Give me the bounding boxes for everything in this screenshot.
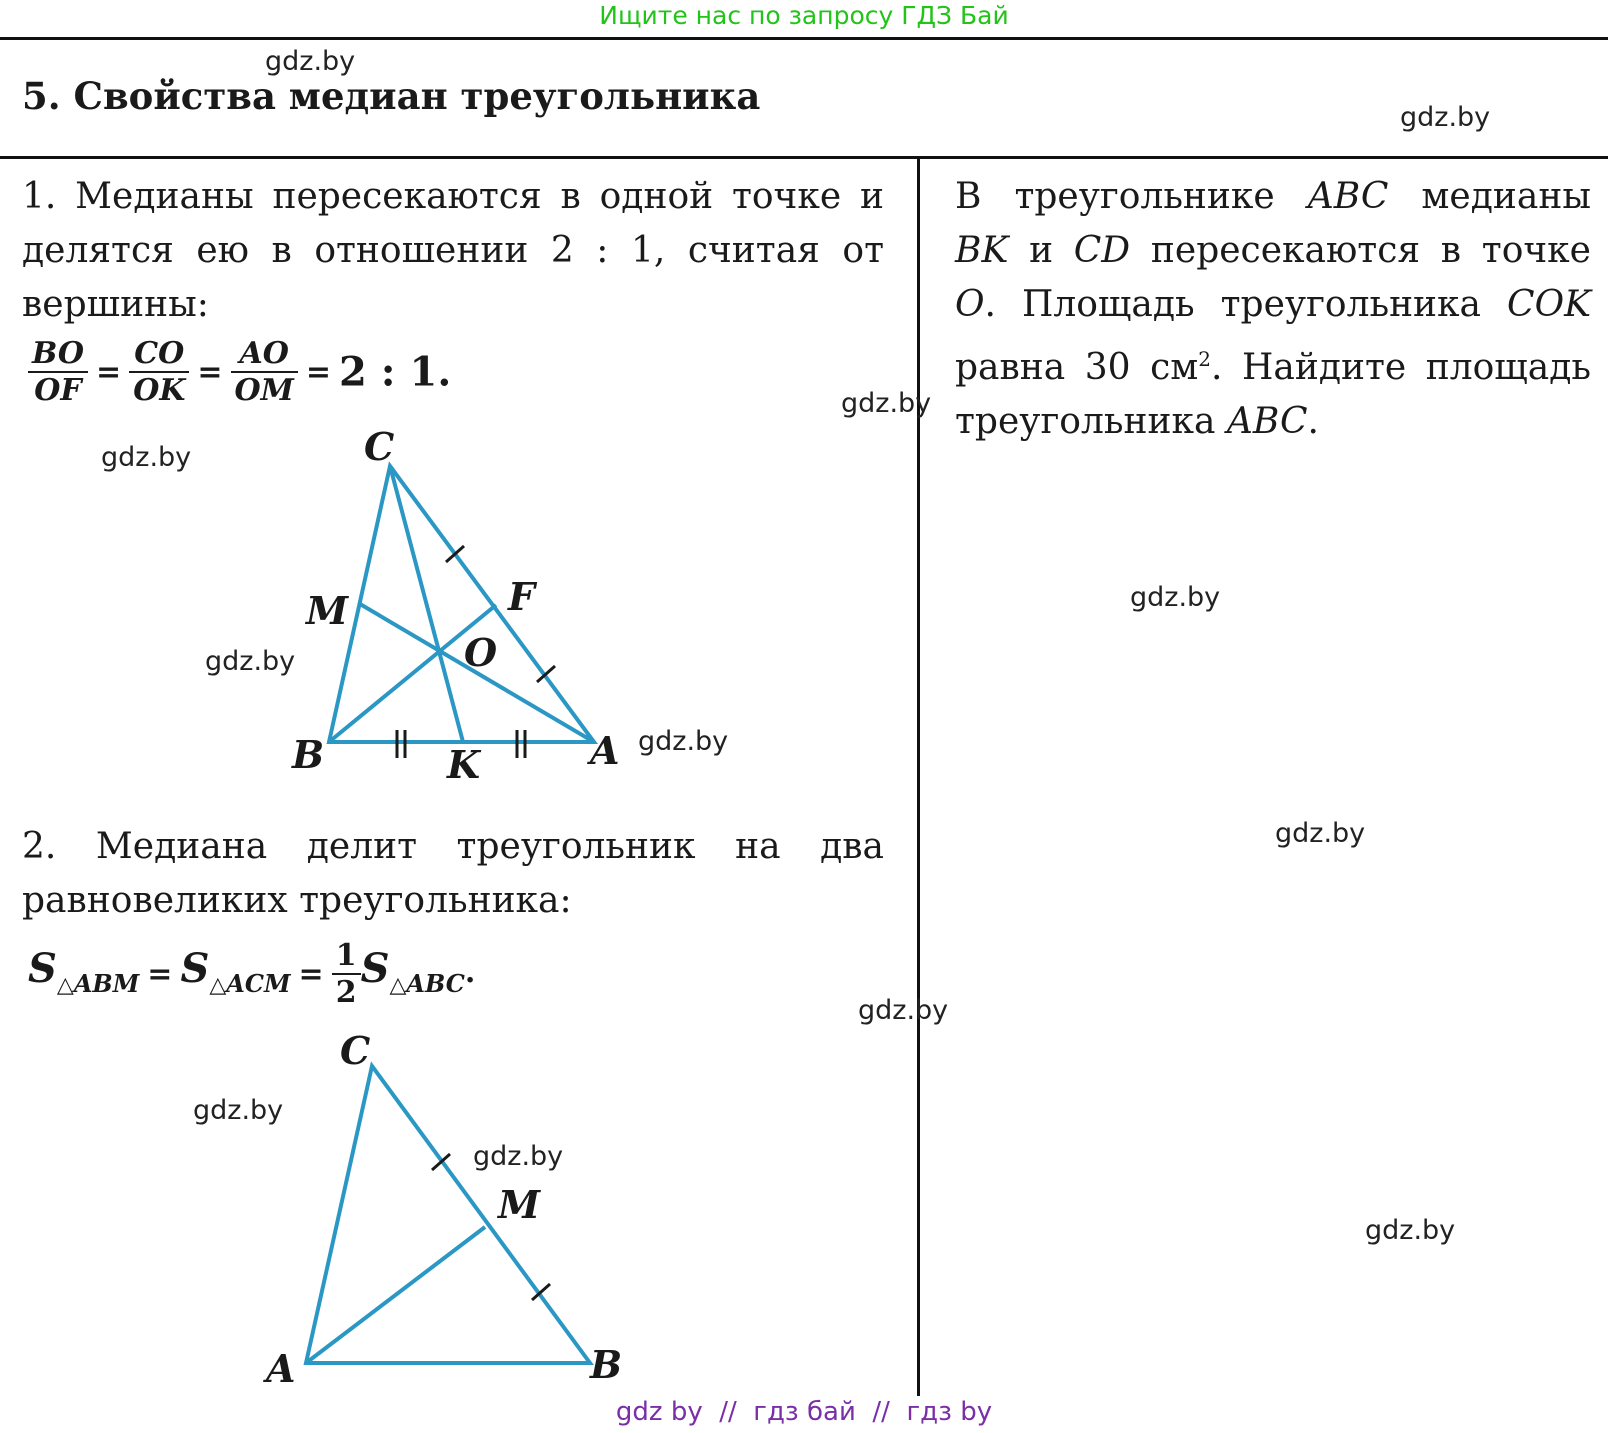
- watermark: gdz.by: [841, 388, 932, 419]
- label-M-2: M: [498, 1182, 541, 1227]
- watermark: gdz.by: [193, 1095, 284, 1126]
- watermark: gdz.by: [1400, 102, 1491, 133]
- figure-2-lines: [306, 1066, 590, 1363]
- label-C: C: [364, 424, 395, 469]
- watermark: gdz.by: [473, 1141, 564, 1172]
- watermark: gdz.by: [1130, 582, 1221, 613]
- watermark: gdz.by: [858, 995, 949, 1026]
- medians-triangle-figure: [0, 0, 917, 800]
- label-A: A: [590, 728, 620, 773]
- label-A-2: A: [266, 1346, 296, 1391]
- column-divider: [917, 156, 920, 1396]
- property-1-text: 1. Медианы пересекаются в одной точке и делятся ею в отношении 2 : 1, считая от вершины:: [22, 176, 884, 325]
- watermark: gdz.by: [205, 646, 296, 677]
- fraction-co-ok: $\frac{CO}{OK}$: [129, 336, 189, 408]
- search-banner: Ищите нас по запросу ГДЗ Бай: [599, 1, 1009, 30]
- footer-links: gdz by // гдз бай // гдз by: [615, 1397, 993, 1427]
- property-2-text: 2. Медиана делит треугольник на два равновеликих треугольника:: [22, 826, 884, 921]
- watermark: gdz.by: [638, 726, 729, 757]
- ratio-result: 2 : 1.: [339, 348, 452, 396]
- watermark: gdz.by: [265, 46, 356, 77]
- label-B: B: [292, 732, 325, 777]
- area-formula: $S_{\triangle ABM} = S_{\triangle ACM}$ = $\frac{1}{2}$ $S_{\triangle ABC}$.: [28, 938, 476, 1010]
- fraction-bo-of: $\frac{BO}{OF}$: [28, 336, 88, 408]
- label-C-2: C: [340, 1028, 371, 1073]
- section-title: 5. Свойства медиан треугольника: [22, 74, 761, 118]
- watermark: gdz.by: [1275, 818, 1366, 849]
- median-ratio-formula: $\frac{BO}{OF}$ = $\frac{CO}{OK}$ = $\frac{AO}{OM}$ = 2 : 1.: [28, 336, 451, 408]
- label-O: O: [464, 630, 498, 675]
- figure-1-lines: [329, 466, 594, 742]
- task-text: В треугольнике ABC медианы BK и CD пересекаются в точке O. Площадь треугольника COK равна 30 $см^2$. Найдите площадь треугольника ABC.: [955, 176, 1591, 442]
- label-K: K: [447, 742, 481, 787]
- watermark: gdz.by: [101, 442, 192, 473]
- label-B-2: B: [590, 1342, 623, 1387]
- fraction-ao-om: $\frac{AO}{OM}$: [231, 336, 298, 408]
- watermark: gdz.by: [1365, 1215, 1456, 1246]
- label-M: M: [306, 588, 349, 633]
- median-area-figure: [0, 1000, 917, 1396]
- label-F: F: [508, 574, 535, 619]
